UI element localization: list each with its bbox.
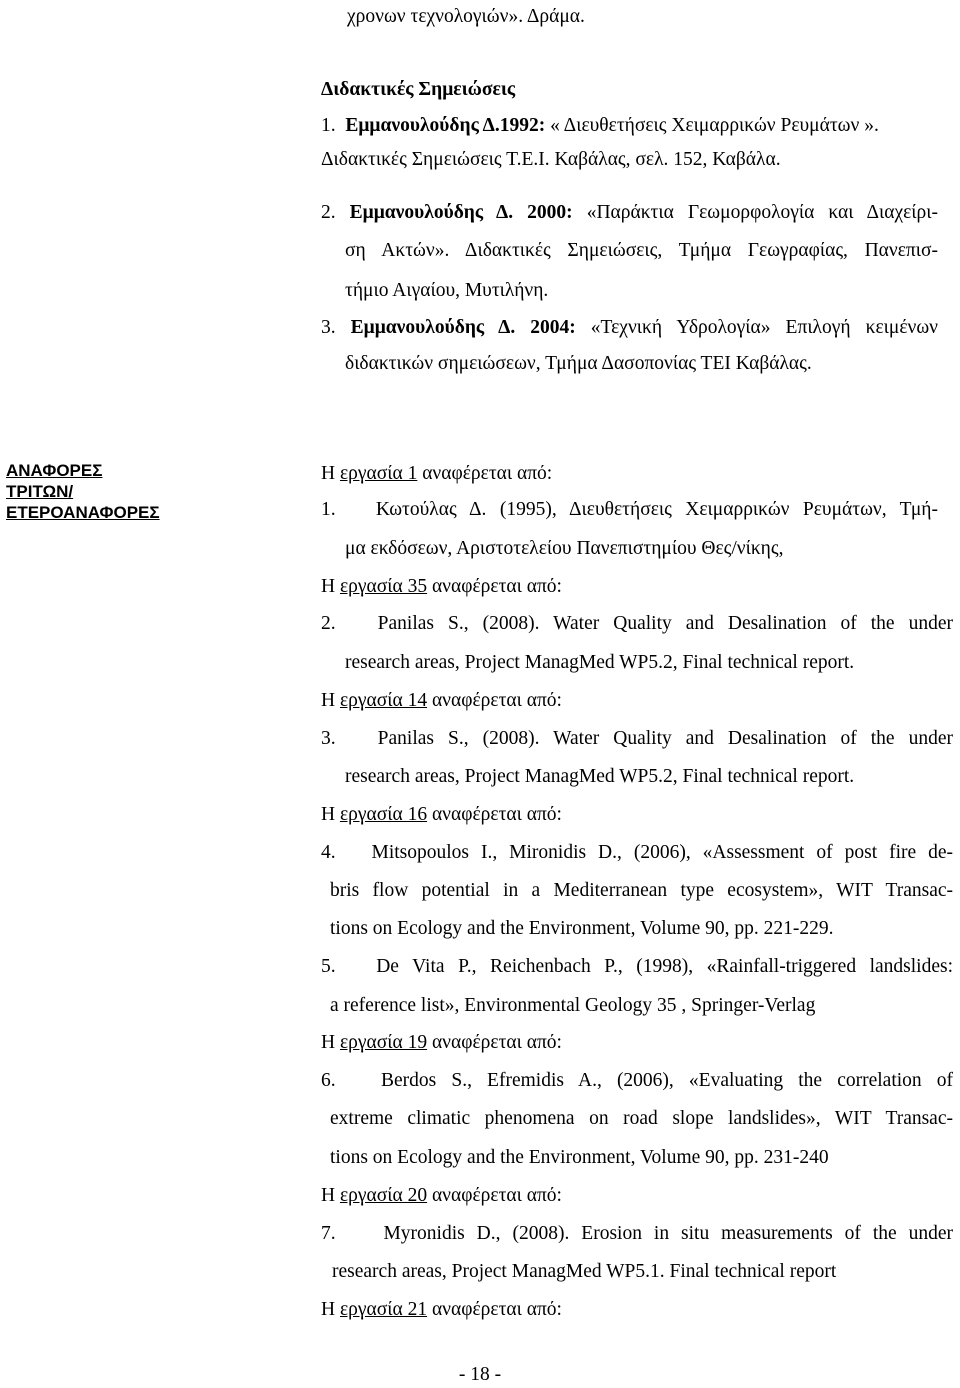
- page-number: - 18 -: [458, 1364, 502, 1385]
- citation-5: 5. De Vita P., Reichenbach P., (1998), «Rainfall-triggered landslides:: [321, 956, 954, 977]
- work-16-link[interactable]: εργασία 16: [339, 804, 428, 825]
- cited-by-work-16: Η εργασία 16 αναφέρεται από:: [321, 804, 562, 825]
- citation-6-cont-1: extreme climatic phenomena on road slope landslides», WIT Transac-: [330, 1108, 953, 1129]
- cited-by-work-1: Η εργασία 1 αναφέρεται από:: [321, 463, 553, 484]
- work-14-link[interactable]: εργασία 14: [339, 690, 428, 711]
- cited-by-work-14: Η εργασία 14 αναφέρεται από:: [321, 690, 562, 711]
- note-item-3: 3. Εμμανουλούδης Δ. 2004: «Τεχνική Υδρολογία» Επιλογή κειμένων: [321, 317, 938, 338]
- note-item-2-cont-2: τήμιο Αιγαίου, Μυτιλήνη.: [345, 280, 549, 301]
- citation-3-cont: research areas, Project ManagMed WP5.2, Final technical report.: [345, 766, 855, 787]
- citation-1: 1. Κωτούλας Δ. (1995), Διευθετήσεις Χειμαρρικών Ρευμάτων, Τμή-: [321, 499, 938, 520]
- work-1-link[interactable]: εργασία 1: [339, 463, 418, 484]
- work-21-link[interactable]: εργασία 21: [339, 1299, 428, 1320]
- citation-7-cont: research areas, Project ManagMed WP5.1. Final technical report: [332, 1261, 837, 1282]
- note-item-2-cont-1: ση Ακτών». Διδακτικές Σημειώσεις, Τμήμα Γεωγραφίας, Πανεπισ-: [345, 240, 938, 261]
- note-item-1-cont: Διδακτικές Σημειώσεις Τ.Ε.Ι. Καβάλας, σελ. 152, Καβάλα.: [321, 149, 781, 170]
- cited-by-work-21: Η εργασία 21 αναφέρεται από:: [321, 1299, 562, 1320]
- citation-3: 3. Panilas S., (2008). Water Quality and Desalination of the under: [321, 728, 953, 749]
- citation-4-cont-1: bris flow potential in a Mediterranean type ecosystem», WIT Transac-: [330, 880, 953, 901]
- citation-7: 7. Myronidis D., (2008). Erosion in situ measurements of the under: [321, 1223, 954, 1244]
- continuation-text: χρονων τεχνολογιών». Δράμα.: [347, 6, 585, 27]
- work-35-link[interactable]: εργασία 35: [339, 576, 428, 597]
- citation-4-cont-2: tions on Ecology and the Environment, Volume 90, pp. 221-229.: [330, 918, 834, 939]
- work-20-link[interactable]: εργασία 20: [339, 1185, 428, 1206]
- note-item-3-cont: διδακτικών σημειώσεων, Τμήμα Δασοπονίας ΤΕΙ Καβάλας.: [345, 353, 812, 374]
- cited-by-work-35: Η εργασία 35 αναφέρεται από:: [321, 576, 562, 597]
- work-19-link[interactable]: εργασία 19: [339, 1032, 428, 1053]
- cited-by-work-19: Η εργασία 19 αναφέρεται από:: [321, 1032, 562, 1053]
- citation-6-cont-2: tions on Ecology and the Environment, Volume 90, pp. 231-240: [330, 1147, 829, 1168]
- citation-2-cont: research areas, Project ManagMed WP5.2, Final technical report.: [345, 652, 855, 673]
- citation-6: 6. Berdos S., Efremidis A., (2006), «Evaluating the correlation of: [321, 1070, 954, 1091]
- note-item-1: 1. Εμμανουλούδης Δ.1992: « Διευθετήσεις Χειμαρρικών Ρευμάτων ».: [321, 115, 879, 136]
- citation-4: 4. Mitsopoulos I., Mironidis D., (2006), «Assessment of post fire de-: [321, 842, 953, 863]
- citation-1-cont: μα εκδόσεων, Αριστοτελείου Πανεπιστημίου Θες/νίκης,: [345, 538, 784, 559]
- citation-2: 2. Panilas S., (2008). Water Quality and Desalination of the under: [321, 613, 953, 634]
- citation-5-cont: a reference list», Environmental Geology 35 , Springer-Verlag: [330, 995, 816, 1016]
- note-item-2: 2. Εμμανουλούδης Δ. 2000: «Παράκτια Γεωμορφολογία και Διαχείρι-: [321, 202, 939, 223]
- cited-by-work-20: Η εργασία 20 αναφέρεται από:: [321, 1185, 562, 1206]
- citations-side-heading: ΑΝΑΦΟΡΕΣ ΤΡΙΤΩΝ/ ΕΤΕΡΟΑΝΑΦΟΡΕΣ: [6, 461, 160, 522]
- teaching-notes-heading: Διδακτικές Σημειώσεις: [321, 79, 516, 100]
